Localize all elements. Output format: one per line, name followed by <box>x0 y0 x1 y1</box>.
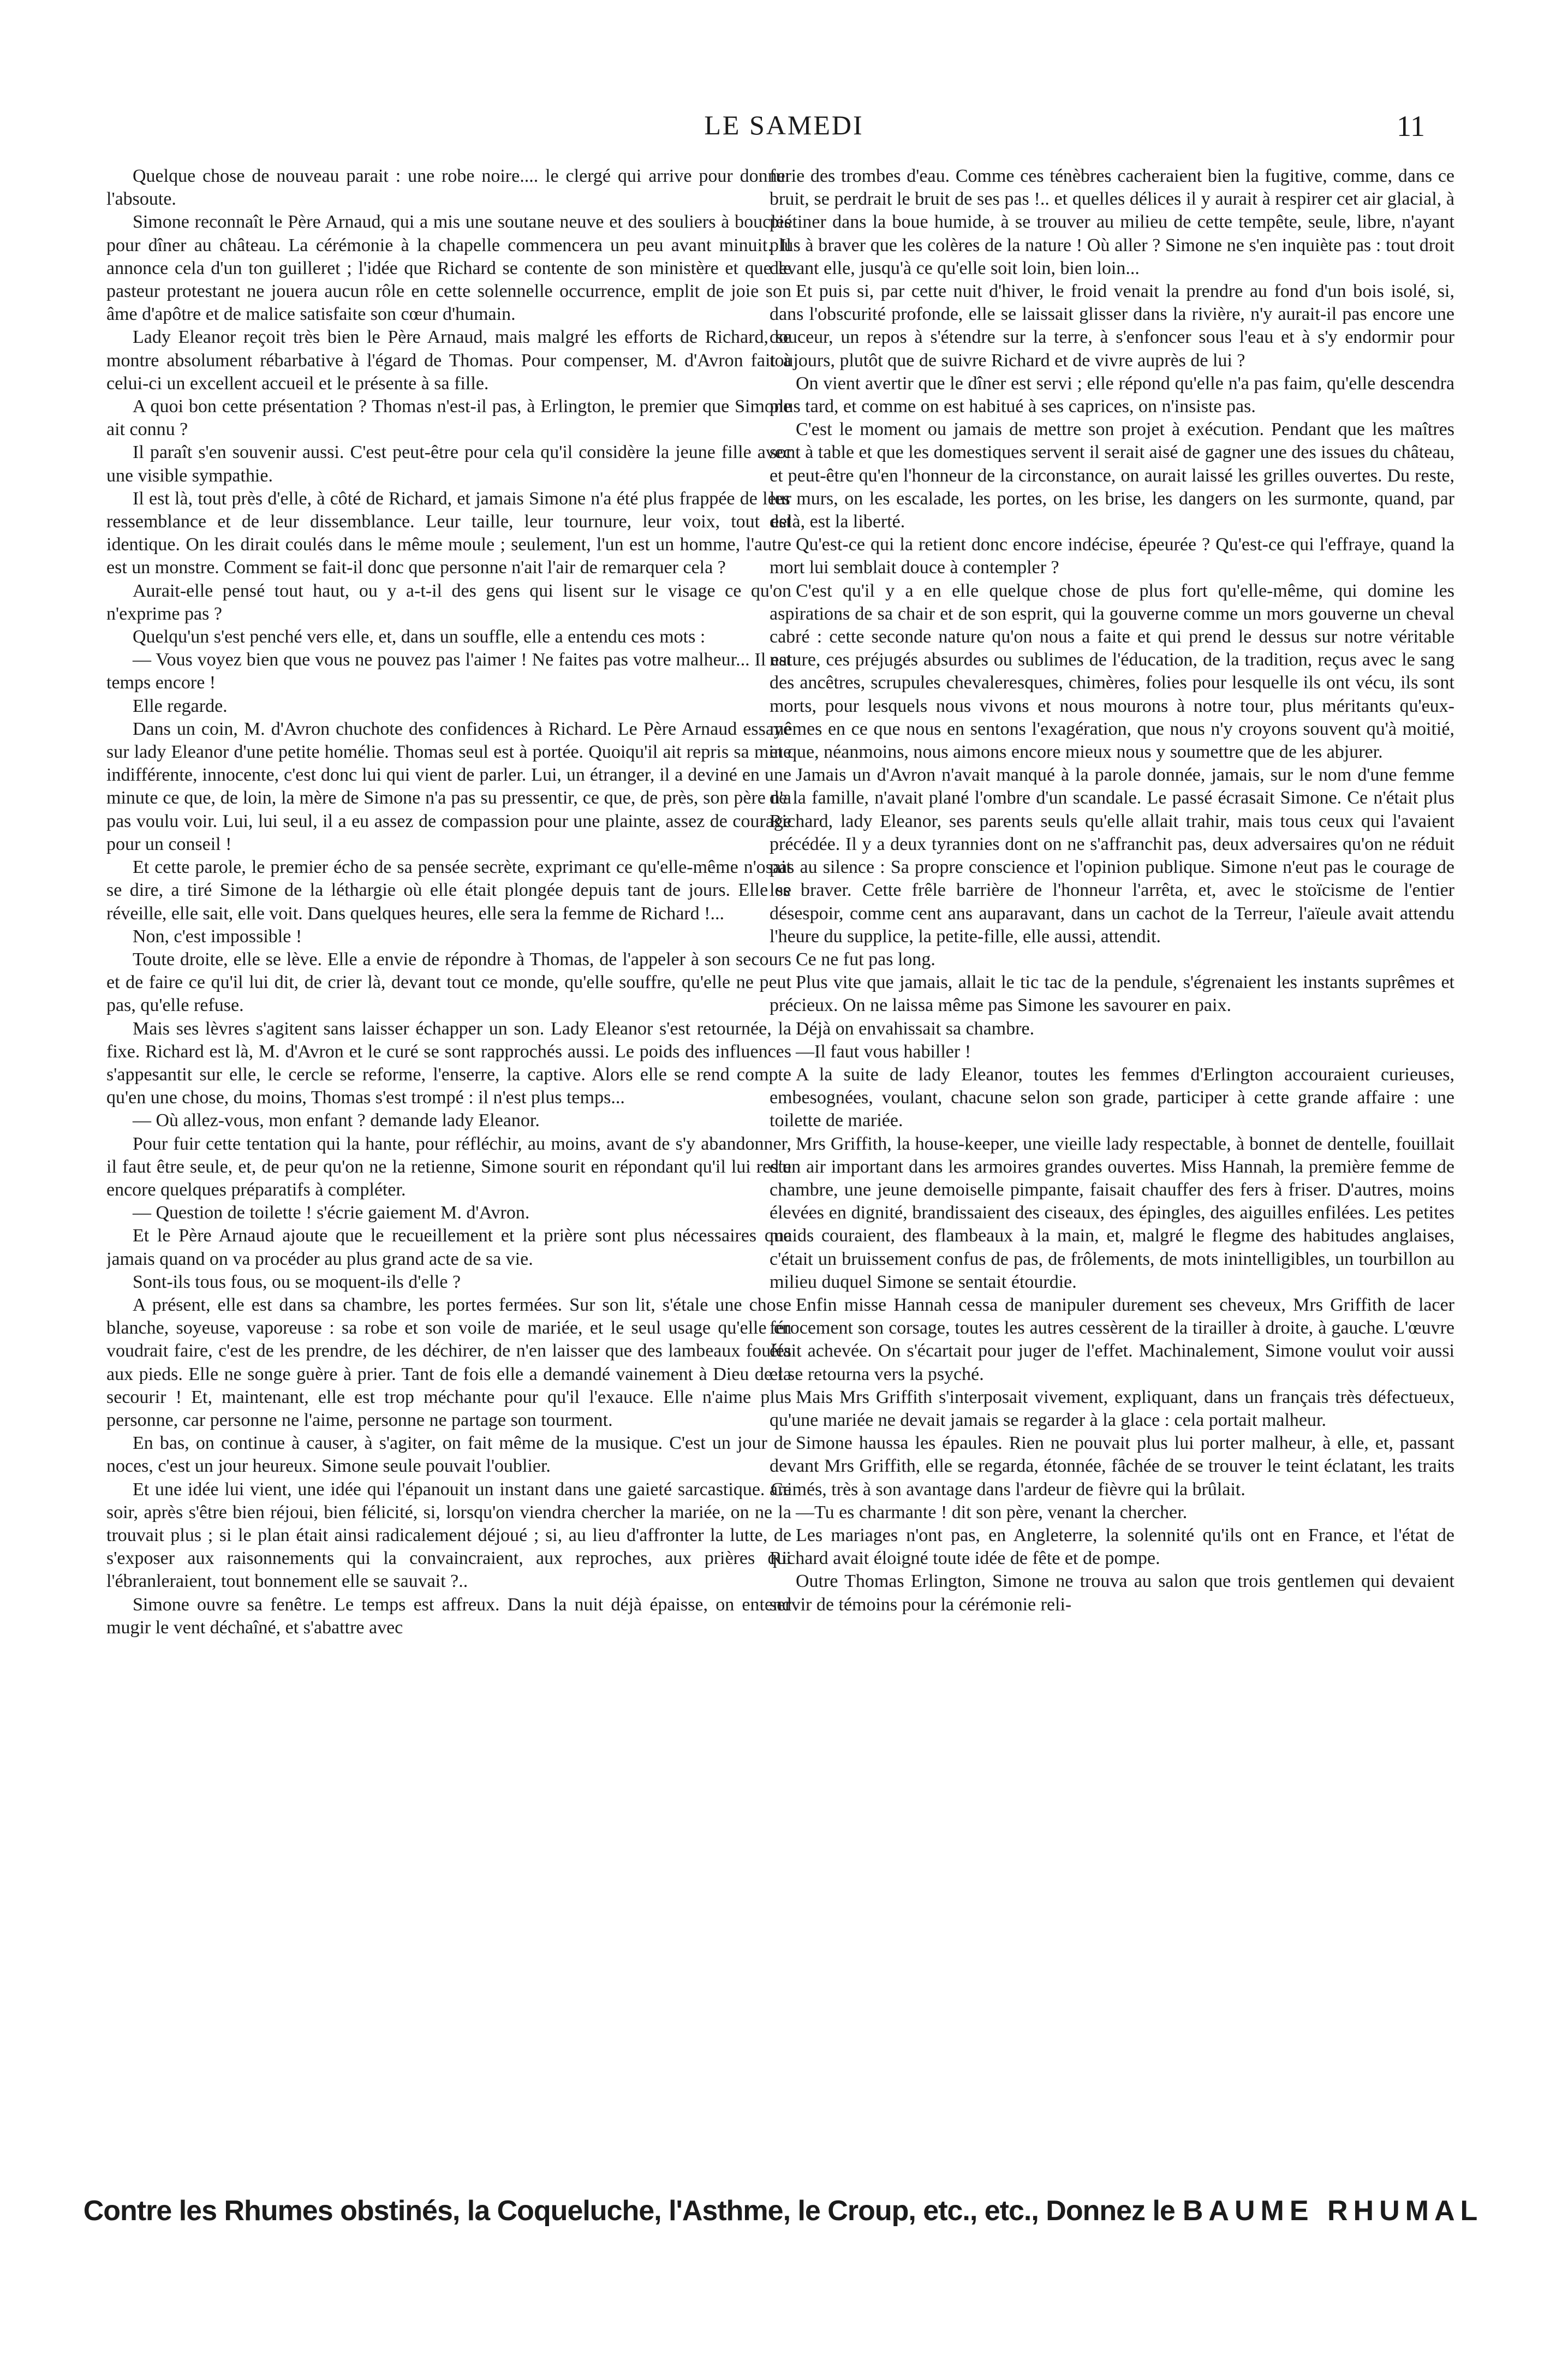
paragraph: Quelqu'un s'est penché vers elle, et, dans un souffle, elle a entendu ces mots : <box>133 627 706 647</box>
paragraph: —Il faut vous habiller ! <box>796 1041 971 1062</box>
paragraph: A quoi bon cette présentation ? Thomas n'est-il pas, à Erlington, le premier que Simone ait connu ? <box>106 396 791 440</box>
paragraph: Mais ses lèvres s'agitent sans laisser échapper un son. Lady Eleanor s'est retournée, la fixe. Richard est là, M. d'Avron et le curé se sont rapprochés aussi. Le poids des influences s'appesantit sur elle, le cercle se reforme, l'enserre, la captive. Alors elle se rend compte qu'en une chose, du moins, Thomas s'est trompé : il n'est plus temps... <box>106 1018 791 1108</box>
advertisement-text: Contre les Rhumes obstinés, la Coqueluche, l'Asthme, le Croup, etc., etc., Donnez le <box>83 2195 1175 2227</box>
paragraph: Sont-ils tous fous, ou se moquent-ils d'elle ? <box>133 1271 461 1292</box>
advertisement-brand: BAUME RHUMAL <box>1182 2195 1483 2227</box>
paragraph: On vient avertir que le dîner est servi ; elle répond qu'elle n'a pas faim, qu'elle descendra plus tard, et comme on est habitué à ses caprices, on n'insiste pas. <box>770 373 1454 417</box>
paragraph: Outre Thomas Erlington, Simone ne trouva au salon que trois gentlemen qui devaient servir de témoins pour la cérémonie reli- <box>770 1571 1454 1615</box>
paragraph: Et une idée lui vient, une idée qui l'épanouit un instant dans une gaieté sarcastique. Ce soir, après s'être bien réjoui, bien félicité, si, lorsqu'on viendra chercher la mariée, on ne la trouvait plus ; si le plan était ainsi radicalement déjoué ; si, au lieu d'affronter la lutte, de s'exposer aux raisonnements qui la convaincraient, aux reproches, aux prières qui l'ébranleraient, tout bonnement elle se sauvait ?.. <box>106 1479 791 1592</box>
advertisement-banner <box>82 2195 1484 2227</box>
paragraph: Et puis si, par cette nuit d'hiver, le froid venait la prendre au fond d'un bois isolé, si, dans l'obscurité profonde, elle se laissait glisser dans la rivière, n'y aurait-il pas encore une douceur, un repos à s'étendre sur la terre, à s'enfoncer sous l'eau et à s'y endormir pour toujours, plutôt que de suivre Richard et de vivre auprès de lui ? <box>770 281 1454 371</box>
paragraph: Aurait-elle pensé tout haut, ou y a-t-il des gens qui lisent sur le visage ce qu'on n'exprime pas ? <box>106 580 791 624</box>
paragraph: — Où allez-vous, mon enfant ? demande lady Eleanor. <box>133 1110 540 1131</box>
paragraph: Enfin misse Hannah cessa de manipuler durement ses cheveux, Mrs Griffith de lacer férocement son corsage, toutes les autres cessèrent de la tirailler à droite, à gauche. L'œuvre était achevée. On s'écartait pour juger de l'effet. Machinalement, Simone voulut voir aussi et se retourna vers la psyché. <box>770 1294 1454 1384</box>
paragraph: Jamais un d'Avron n'avait manqué à la parole donnée, jamais, sur le nom d'une femme de la famille, n'avait plané l'ombre d'un scandale. Le passé écrasait Simone. Ce n'était plus Richard, lady Eleanor, ses parents seuls qu'elle allait trahir, mais tous ceux qui l'avaient précédée. Il y a deux tyrannies dont on ne s'affranchit pas, deux adversaires qu'on ne réduit pas au silence : Sa propre conscience et l'opinion publique. Simone n'eut pas le courage de les braver. Cette frêle barrière de l'honneur l'arrêta, et, avec le stoïcisme de l'entier désespoir, comme cent ans auparavant, dans un cachot de la Terreur, l'aïeule avait attendu l'heure du supplice, la petite-fille, elle aussi, attendit. <box>770 765 1454 947</box>
paragraph: Simone reconnaît le Père Arnaud, qui a mis une soutane neuve et des souliers à boucles pour dîner au château. La cérémonie à la chapelle commencera un peu avant minuit. Il annonce cela d'un ton guilleret ; l'idée que Richard se contente de son ministère et que le pasteur protestant ne jouera aucun rôle en cette solennelle occurrence, emplit de joie son âme d'apôtre et de malice satisfaite son cœur d'humain. <box>106 212 791 325</box>
paragraph: furie des trombes d'eau. Comme ces ténèbres cacheraient bien la fugitive, comme, dans ce bruit, se perdrait le bruit de ses pas !.. et quelles délices il y aurait à respirer cet air glacial, à piétiner dans la boue humide, à se trouver au milieu de cette tempête, seule, libre, n'ayant plus à braver que les colères de la nature ! Où aller ? Simone ne s'en inquiète pas : tout droit devant elle, jusqu'à ce qu'elle soit loin, bien loin... <box>770 166 1454 278</box>
paragraph: Mrs Griffith, la house-keeper, une vieille lady respectable, à bonnet de dentelle, fouillait d'un air important dans les armoires grandes ouvertes. Miss Hannah, la première femme de chambre, une jeune demoiselle pimpante, faisait chauffer des fers à friser. D'autres, moins élevées en dignité, brandissaient des ciseaux, des épingles, des aiguilles enfilées. Les petites maids couraient, des flambeaux à la main, et, malgré le flegme des habitudes anglaises, c'était un bruissement confus de pas, de frôlements, de mots inintelligibles, un tourbillon au milieu duquel Simone se sentait étourdie. <box>770 1133 1454 1292</box>
page-number: 11 <box>1397 110 1425 142</box>
paragraph: Qu'est-ce qui la retient donc encore indécise, épeurée ? Qu'est-ce qui l'effraye, quand la mort lui semblait douce à contempler ? <box>770 534 1454 578</box>
page-header <box>0 0 1568 164</box>
paragraph: — Question de toilette ! s'écrie gaiement M. d'Avron. <box>133 1203 530 1223</box>
paragraph: Les mariages n'ont pas, en Angleterre, la solennité qu'ils ont en France, et l'état de Richard avait éloigné toute idée de fête et de pompe. <box>770 1525 1454 1569</box>
right-text-column <box>770 165 1454 2174</box>
paragraph: C'est le moment ou jamais de mettre son projet à exécution. Pendant que les maîtres sont à table et que les domestiques servent il serait aisé de gagner une des issues du château, et peut-être qu'en l'honneur de la circonstance, on aurait laissé les grilles ouvertes. Du reste, les murs, on les escalade, les portes, on les brise, les dangers on les surmonte, quand, par delà, est la liberté. <box>770 419 1454 532</box>
paragraph: Ce ne fut pas long. <box>796 949 935 970</box>
paragraph: Dans un coin, M. d'Avron chuchote des confidences à Richard. Le Père Arnaud essaye sur lady Eleanor d'une petite homélie. Thomas seul est à portée. Quoiqu'il ait repris sa mine indifférente, innocente, c'est donc lui qui vient de parler. Lui, un étranger, il a deviné en une minute ce que, de loin, la mère de Simone n'a pas su pressentir, ce que, de près, son père n'a pas voulu voir. Lui, lui seul, il a eu assez de compassion pour une plainte, assez de courage pour un conseil ! <box>106 718 791 854</box>
paragraph: Simone ouvre sa fenêtre. Le temps est affreux. Dans la nuit déjà épaisse, on entend mugir le vent déchaîné, et s'abattre avec <box>106 1594 791 1638</box>
paragraph: Déjà on envahissait sa chambre. <box>796 1018 1035 1039</box>
paragraph: Il paraît s'en souvenir aussi. C'est peut-être pour cela qu'il considère la jeune fille avec une visible sympathie. <box>106 442 791 486</box>
left-text-column <box>106 165 791 2174</box>
paragraph: Et le Père Arnaud ajoute que le recueillement et la prière sont plus nécessaires que jamais quand on va procéder au plus grand acte de sa vie. <box>106 1226 791 1269</box>
paragraph: Simone haussa les épaules. Rien ne pouvait plus lui porter malheur, à elle, et, passant devant Mrs Griffith, elle se regarda, étonnée, fâchée de se trouver le teint éclatant, les traits animés, très à son avantage dans l'ardeur de fièvre qui la brûlait. <box>770 1433 1454 1500</box>
paragraph: Plus vite que jamais, allait le tic tac de la pendule, s'égrenaient les instants suprêmes et précieux. On ne laissa même pas Simone les savourer en paix. <box>770 972 1454 1016</box>
paragraph: Toute droite, elle se lève. Elle a envie de répondre à Thomas, de l'appeler à son secours et de faire ce qu'il lui dit, de crier là, devant tout ce monde, qu'elle souffre, qu'elle ne peut pas, qu'elle refuse. <box>106 949 791 1016</box>
paragraph: Quelque chose de nouveau parait : une robe noire.... le clergé qui arrive pour donner l'absoute. <box>106 166 791 210</box>
paragraph: — Vous voyez bien que vous ne pouvez pas l'aimer ! Ne faites pas votre malheur... Il est temps encore ! <box>106 650 791 693</box>
paragraph: Lady Eleanor reçoit très bien le Père Arnaud, mais malgré les efforts de Richard, se montre absolument rébarbative à l'égard de Thomas. Pour compenser, M. d'Avron fait à celui-ci un excellent accueil et le présente à sa fille. <box>106 327 791 394</box>
paragraph: —Tu es charmante ! dit son père, venant la chercher. <box>796 1502 1188 1523</box>
paragraph: Et cette parole, le premier écho de sa pensée secrète, exprimant ce qu'elle-même n'osait se dire, a tiré Simone de la léthargie où elle était plongée depuis tant de jours. Elle se réveille, elle sait, elle voit. Dans quelques heures, elle sera la femme de Richard !... <box>106 857 791 924</box>
paragraph: Il est là, tout près d'elle, à côté de Richard, et jamais Simone n'a été plus frappée de leur ressemblance et de leur dissemblance. Leur taille, leur tournure, leur voix, tout est identique. On les dirait coulés dans le même moule ; seulement, l'un est un homme, l'autre est un monstre. Comment se fait-il donc que personne n'ait l'air de remarquer cela ? <box>106 488 791 578</box>
paragraph: C'est qu'il y a en elle quelque chose de plus fort qu'elle-même, qui domine les aspirations de sa chair et de son esprit, qui la gouverne comme un mors gouverne un cheval cabré : cette seconde nature qu'on nous a faite et qui prend le dessus sur notre véritable nature, ces préjugés absurdes ou sublimes de l'éducation, de la tradition, reçus avec le sang des ancêtres, scrupules chevaleresques, chimères, folies pour lesquelle ils ont vécu, ils sont morts, pour lesquels nous vivons et nous mourons à notre tour, plus méritants qu'eux-mêmes en ce que nous en sentons l'exagération, que nous n'y croyons souvent qu'à moitié, et que, néanmoins, nous aimons encore mieux nous y soumettre que de les abjurer. <box>770 580 1454 763</box>
paragraph: A présent, elle est dans sa chambre, les portes fermées. Sur son lit, s'étale une chose blanche, soyeuse, vaporeuse : sa robe et son voile de mariée, et le seul usage qu'elle en voudrait faire, c'est de les prendre, de les déchirer, de n'en laisser que des lambeaux foulés aux pieds. Elle ne songe guère à prier. Tant de fois elle a demandé vainement à Dieu de la secourir ! Et, maintenant, elle est trop méchante pour qu'il l'exauce. Elle n'aime plus personne, car personne ne l'aime, personne ne partage son tourment. <box>106 1294 791 1430</box>
paragraph: Elle regarde. <box>133 695 228 716</box>
paragraph: En bas, on continue à causer, à s'agiter, on fait même de la musique. C'est un jour de noces, c'est un jour heureux. Simone seule pouvait l'oublier. <box>106 1433 791 1477</box>
paragraph: Mais Mrs Griffith s'interposait vivement, expliquant, dans un français très défectueux, qu'une mariée ne devait jamais se regarder à la glace : cela portait malheur. <box>770 1387 1454 1430</box>
paragraph: A la suite de lady Eleanor, toutes les femmes d'Erlington accouraient curieuses, embesognées, voulant, chacune selon son grade, participer à cette grande affaire : une toilette de mariée. <box>770 1064 1454 1131</box>
journal-title: LE SAMEDI <box>704 110 864 140</box>
paragraph: Pour fuir cette tentation qui la hante, pour réfléchir, au moins, avant de s'y abandonner, il faut être seule, et, de peur qu'on ne la retienne, Simone sourit en répondant qu'il lui reste encore quelques préparatifs à compléter. <box>106 1133 791 1200</box>
paragraph: Non, c'est impossible ! <box>133 926 302 947</box>
